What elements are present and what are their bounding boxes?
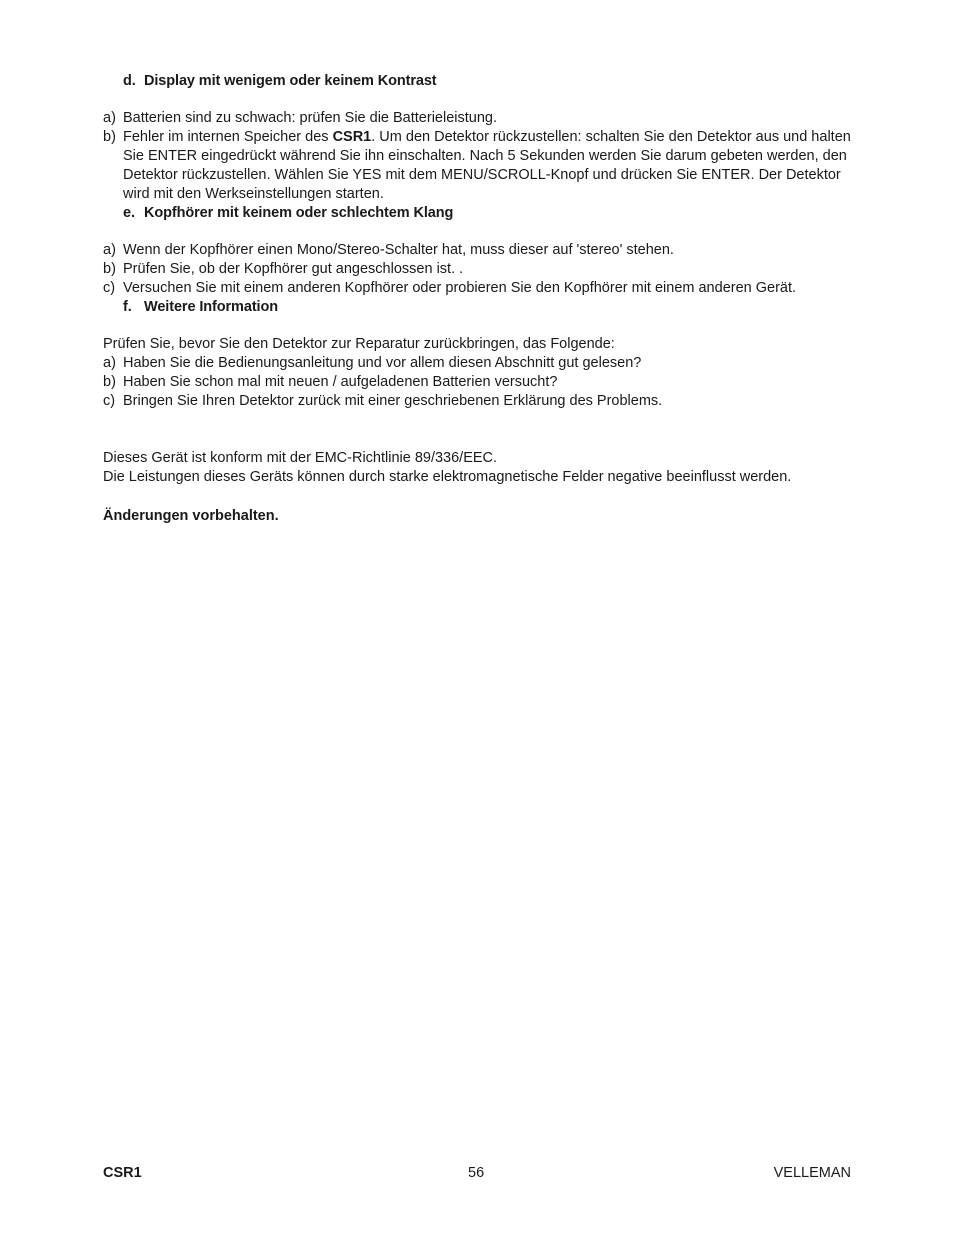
spacer [103,487,863,507]
section-e-title: Kopfhörer mit keinem oder schlechtem Klang [144,205,454,221]
model-name-bold: CSR1 [332,129,372,145]
section-d-title: Display mit wenigem oder keinem Kontrast [144,73,437,89]
section-d-heading [123,72,863,91]
footer-model: CSR1 [103,1165,142,1181]
footer-brand: VELLEMAN [773,1165,851,1181]
list-item [103,260,863,279]
spacer [103,411,863,449]
list-marker: a) [103,242,116,258]
compliance-line-2: Die Leistungen dieses Geräts können durch starke elektromagnetische Felder negative beeinflusst werden. [103,469,792,485]
section-f-intro: Prüfen Sie, bevor Sie den Detektor zur Reparatur zurückbringen, das Folgende: [103,336,615,352]
list-item [103,109,863,128]
list-item [103,241,863,260]
section-e-list [103,241,863,298]
compliance-line-1: Dieses Gerät ist konform mit der EMC-Richtlinie 89/336/EEC. [103,450,498,466]
list-item [103,128,863,204]
list-marker: b) [103,261,116,277]
list-item-text-before: Fehler im internen Speicher des [123,129,333,145]
section-f-title: Weitere Information [144,299,278,315]
changes-notice: Änderungen vorbehalten. [103,508,279,524]
section-f-heading [123,298,863,317]
section-e-heading [123,204,863,223]
list-marker: b) [103,374,116,390]
section-d-list [103,109,863,204]
list-marker: c) [103,393,116,409]
list-marker: a) [103,110,116,126]
list-item [103,373,863,392]
section-e-letter: e. [123,205,135,221]
list-item-text-after: . Um den Detektor rückzustellen: schalten Sie den Detektor aus und halten Sie ENTER eingedrückt während Sie ihn einschalten. Nach 5 Sekunden werden Sie darum gebeten werden, den Detektor rückzustellen. Wählen Sie YES mit dem MENU/SCROLL-Knopf und drücken Sie ENTER. Der Detektor wird mit den Werkseinstellungen starten. [123,129,851,202]
section-f-letter: f. [123,299,132,315]
list-marker: a) [103,355,116,371]
list-item [103,354,863,373]
list-item-text: Bringen Sie Ihren Detektor zurück mit einer geschriebenen Erklärung des Problems. [123,393,663,409]
list-item-text: Wenn der Kopfhörer einen Mono/Stereo-Schalter hat, muss dieser auf 'stereo' stehen. [123,242,674,258]
list-marker: c) [103,280,116,296]
page-footer [103,1164,851,1184]
list-item [103,392,863,411]
section-f-list [103,354,863,411]
list-item-text: Haben Sie die Bedienungsanleitung und vor allem diesen Abschnitt gut gelesen? [123,355,642,371]
list-item-text: Prüfen Sie, ob der Kopfhörer gut angeschlossen ist. . [123,261,464,277]
list-item-text: Batterien sind zu schwach: prüfen Sie die Batterieleistung. [123,110,497,126]
footer-page-number: 56 [468,1165,485,1181]
list-item-text: Haben Sie schon mal mit neuen / aufgeladenen Batterien versucht? [123,374,558,390]
list-item-text: Versuchen Sie mit einem anderen Kopfhörer oder probieren Sie den Kopfhörer mit einem anderen Gerät. [123,280,797,296]
list-item [103,279,863,298]
section-d-letter: d. [123,73,136,89]
page-content [103,72,863,526]
list-marker: b) [103,129,116,145]
